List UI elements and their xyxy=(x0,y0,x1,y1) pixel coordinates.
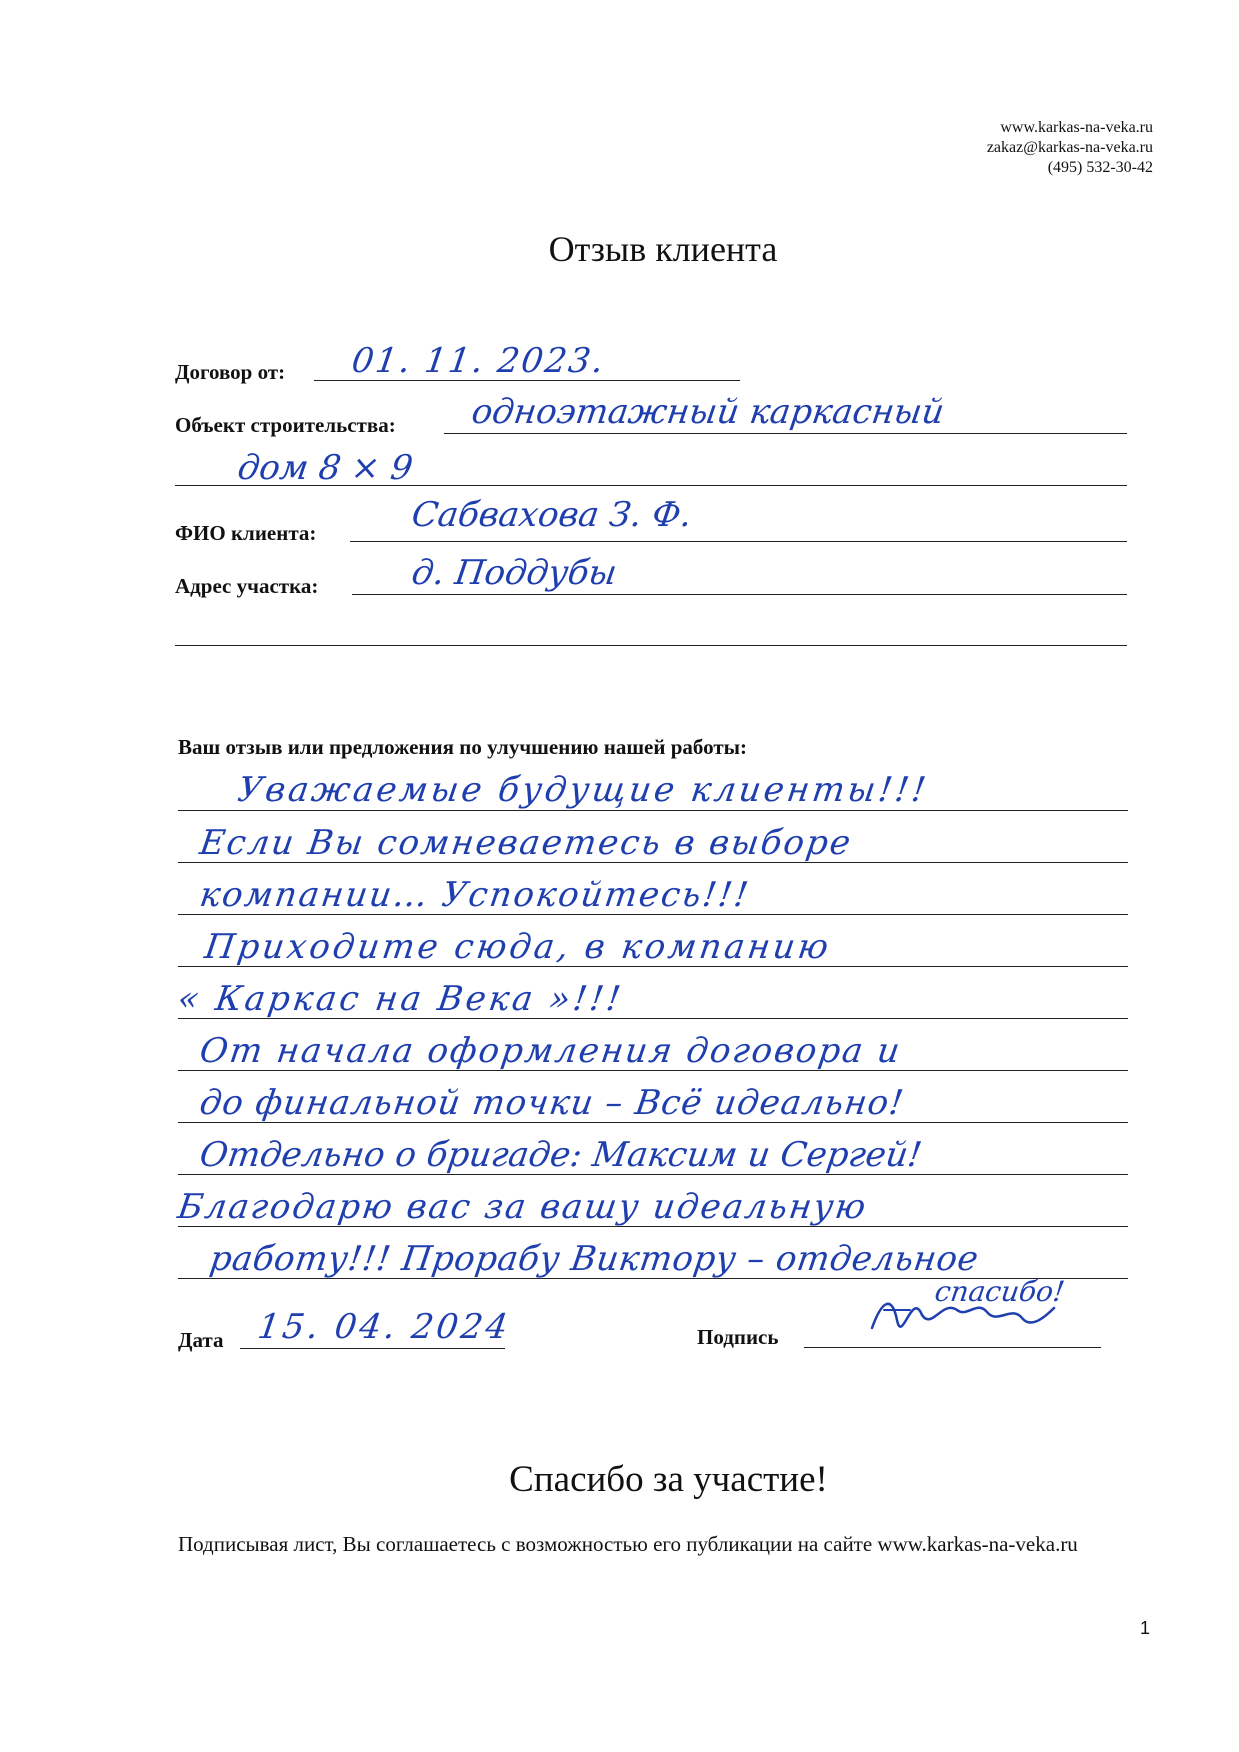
review-handwritten-line: компании… Успокойтесь!!! xyxy=(197,875,753,915)
website-text: www.karkas-na-veka.ru xyxy=(1000,119,1153,136)
object-label: Объект строительства: xyxy=(175,413,396,437)
address-label: Адрес участка: xyxy=(175,574,319,598)
contract-date-handwritten: 01. 11. 2023. xyxy=(349,341,608,381)
client-line xyxy=(350,541,1127,542)
review-label: Ваш отзыв или предложения по улучшению нашей работы: xyxy=(178,735,748,759)
review-handwritten-line: Отдельно о бригаде: Максим и Сергей! xyxy=(197,1135,925,1175)
date-handwritten: 15. 04. 2024 xyxy=(255,1307,514,1347)
address-line xyxy=(352,594,1127,595)
date-label: Дата xyxy=(178,1328,224,1352)
client-label: ФИО клиента: xyxy=(175,521,317,545)
signature-line xyxy=(804,1347,1101,1348)
signature-scribble xyxy=(862,1270,1062,1340)
review-handwritten-extra: спасибо! xyxy=(932,1275,1067,1308)
phone-text: (495) 532-30-42 xyxy=(1047,159,1153,176)
contract-label: Договор от: xyxy=(175,360,286,384)
address-line-2 xyxy=(175,645,1127,646)
company-contacts xyxy=(987,118,1153,178)
page-number: 1 xyxy=(1140,1618,1151,1638)
thanks-heading: Спасибо за участие! xyxy=(509,1459,828,1500)
client-name-handwritten: Сабвахова З. Ф. xyxy=(409,495,695,535)
review-handwritten-line: Уважаемые будущие клиенты!!! xyxy=(235,770,932,810)
address-handwritten: д. Поддубы xyxy=(409,553,620,593)
review-handwritten-line: « Каркас на Века »!!! xyxy=(175,979,626,1019)
review-handwritten-line: От начала оформления договора и xyxy=(197,1031,905,1071)
review-handwritten-line: Благодарю вас за вашу идеальную xyxy=(175,1187,871,1227)
review-handwritten-line: работу!!! Прорабу Виктору – отдельное xyxy=(207,1239,982,1279)
consent-text: Подписывая лист, Вы соглашаетесь с возможностью его публикации на сайте www.karkas-na-veka.ru xyxy=(178,1532,1078,1556)
form-title: Отзыв клиента xyxy=(548,229,778,269)
date-line xyxy=(240,1348,505,1349)
review-handwritten-line: Если Вы сомневаетесь в выборе xyxy=(197,823,855,863)
review-line xyxy=(178,810,1128,811)
email-text: zakaz@karkas-na-veka.ru xyxy=(986,139,1153,156)
object-line-1 xyxy=(444,433,1127,434)
signature-label: Подпись xyxy=(697,1325,779,1349)
object-handwritten-1: одноэтажный каркасный xyxy=(469,392,947,432)
review-handwritten-line: до финальной точки – Всё идеально! xyxy=(197,1083,907,1123)
review-handwritten-line: Приходите сюда, в компанию xyxy=(202,927,834,967)
object-handwritten-2: дом 8 × 9 xyxy=(235,448,416,488)
